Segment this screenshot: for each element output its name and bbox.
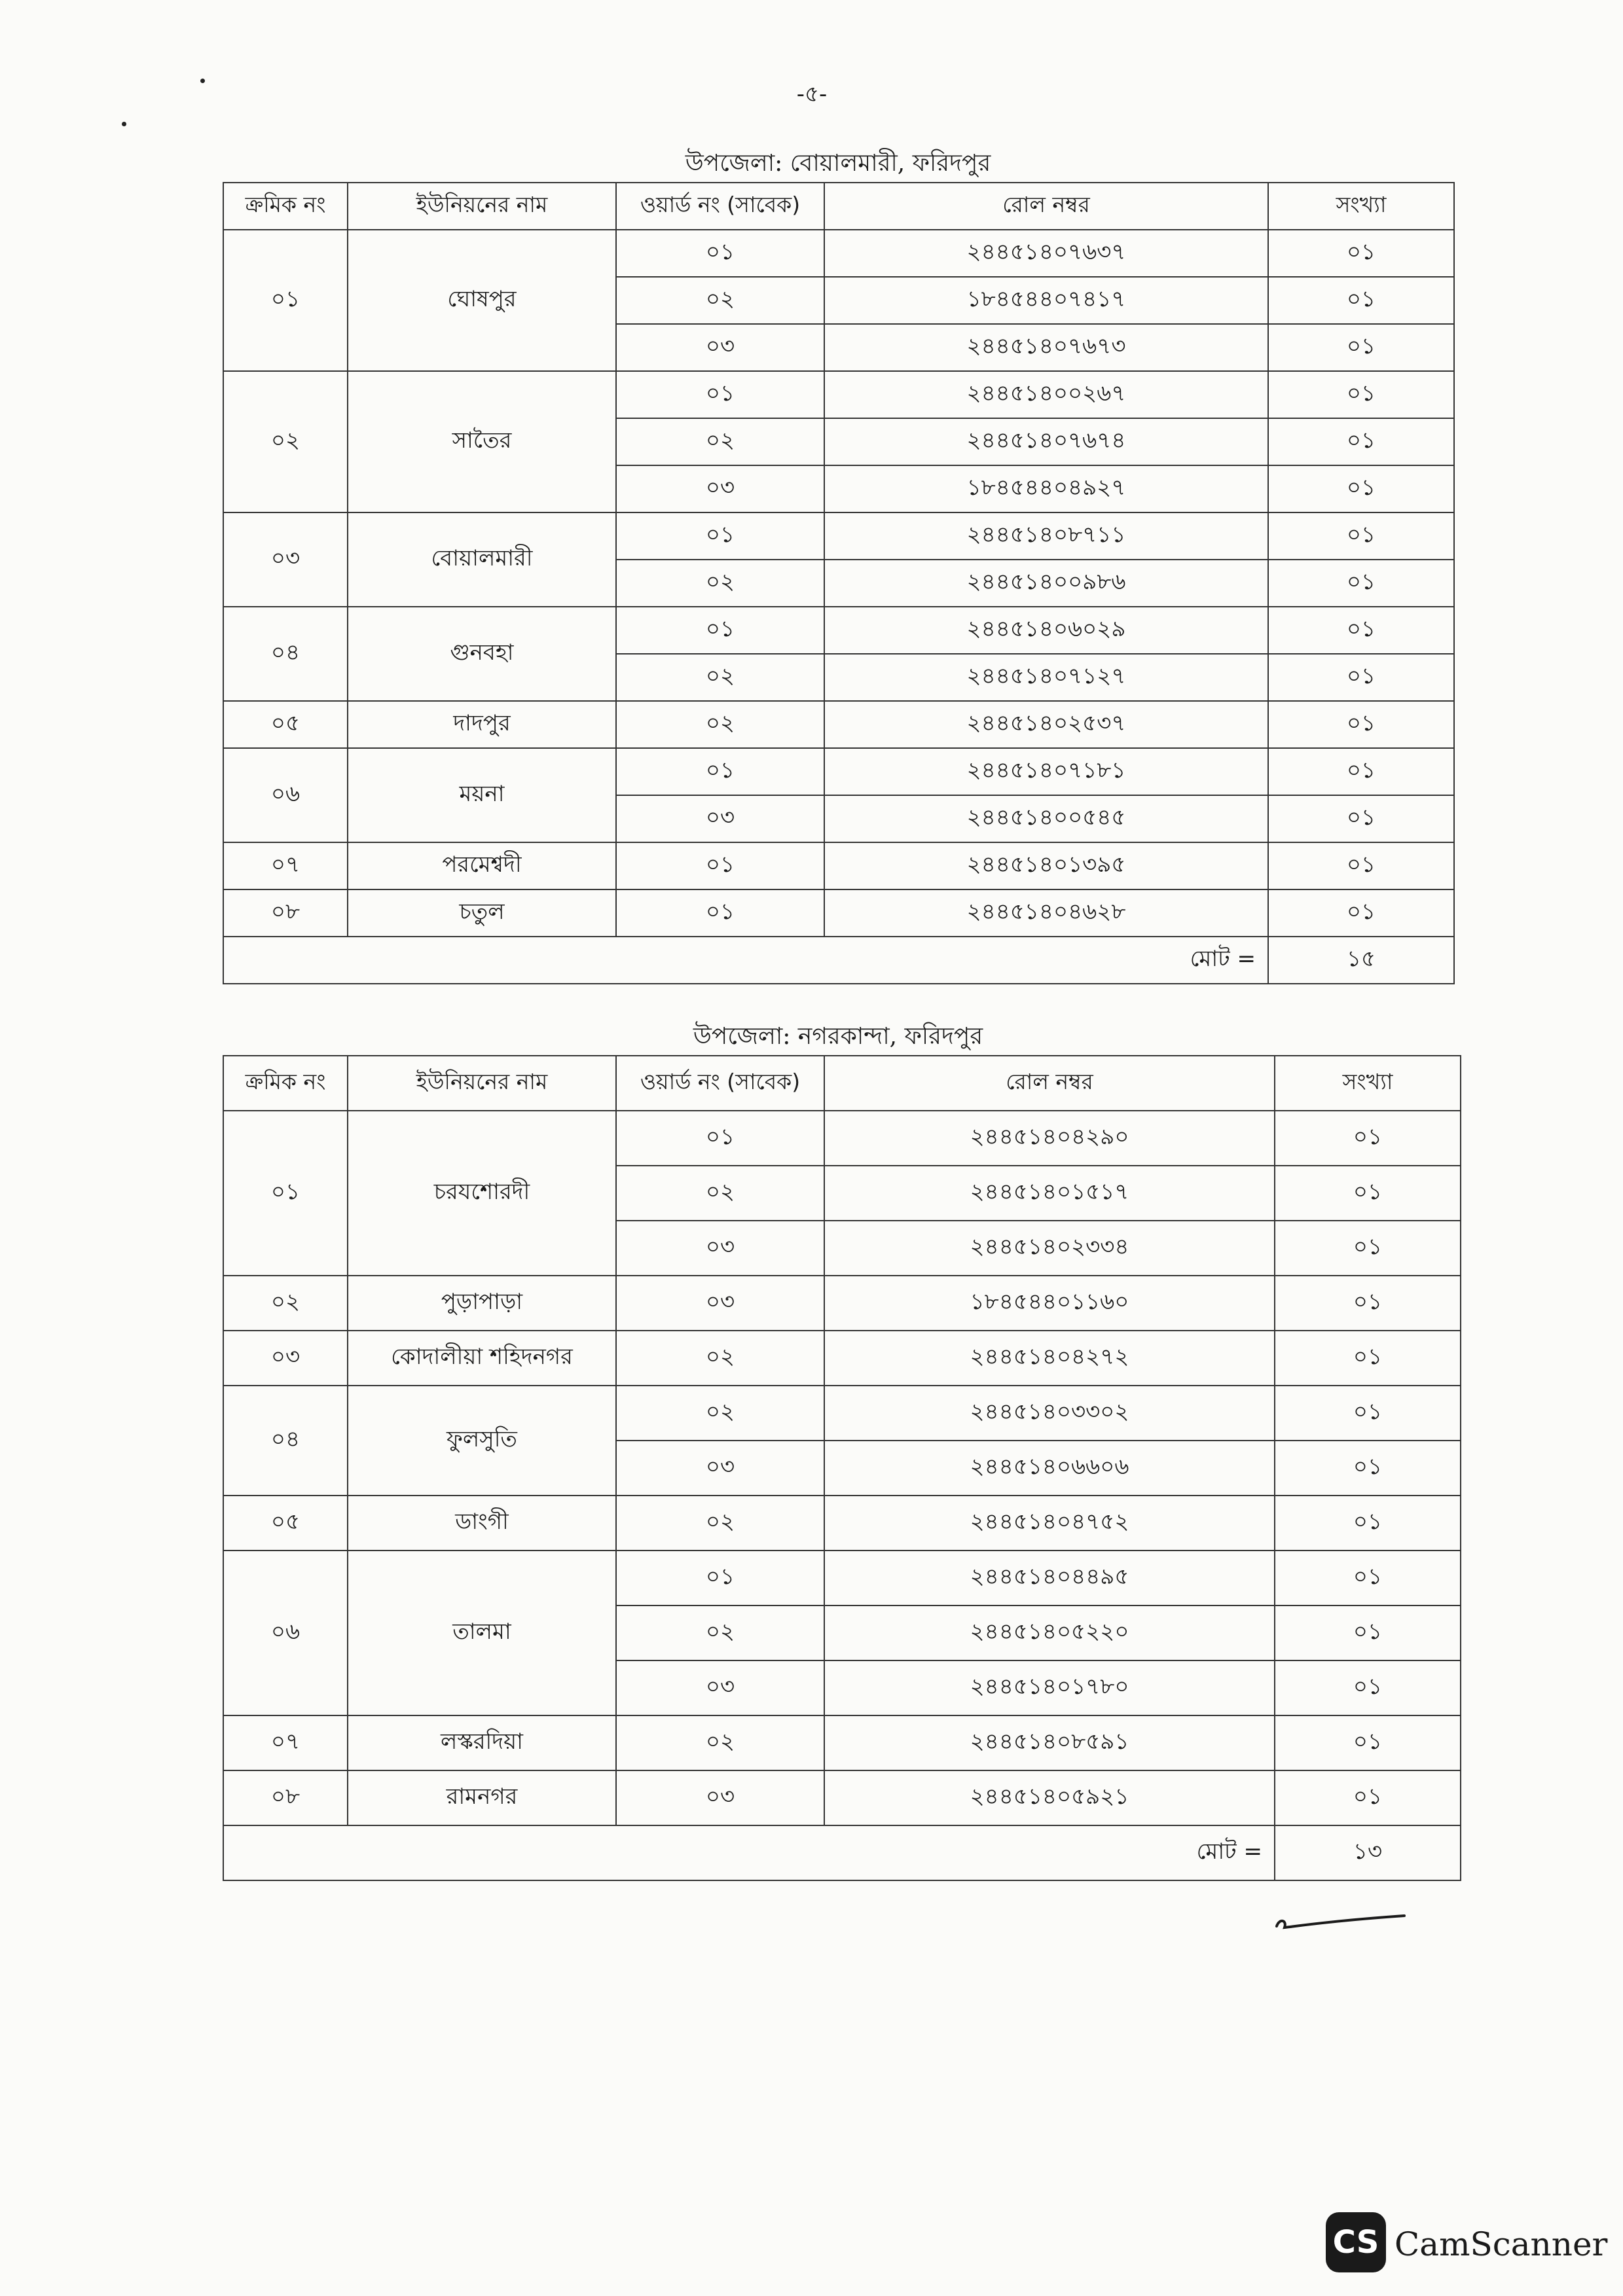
header-count: সংখ্যা: [1275, 1056, 1461, 1111]
camscanner-logo-icon: CS: [1326, 2212, 1386, 2272]
table-row: [223, 1770, 1461, 1825]
roll-cell: ২৪৪৫১৪০৭৬৭৪: [824, 418, 1268, 465]
header-count: সংখ্যা: [1268, 183, 1454, 230]
ward-cell: ০২: [616, 1166, 824, 1221]
count-cell: ০১: [1268, 371, 1454, 418]
count-cell: ০১: [1268, 795, 1454, 842]
serial-cell: ০৭: [223, 1715, 348, 1770]
camscanner-label: CamScanner: [1395, 2225, 1608, 2263]
roll-cell: ২৪৪৫১৪০৪৪৯৫: [824, 1551, 1275, 1605]
ward-cell: ০৩: [616, 1441, 824, 1496]
total-value: ১৩: [1275, 1825, 1461, 1880]
roll-cell: ২৪৪৫১৪০২৫৩৭: [824, 701, 1268, 748]
serial-cell: ০৪: [223, 607, 348, 701]
union-name-cell: ফুলসুতি: [348, 1386, 616, 1496]
table-row: [223, 701, 1454, 748]
ward-cell: ০৩: [616, 465, 824, 512]
total-row: [223, 937, 1454, 984]
union-name-cell: ময়না: [348, 748, 616, 842]
roll-cell: ২৪৪৫১৪০০২৬৭: [824, 371, 1268, 418]
table-row: [223, 230, 1454, 277]
ward-cell: ০৩: [616, 1660, 824, 1715]
roll-cell: ১৮৪৫৪৪০৭৪১৭: [824, 277, 1268, 324]
ward-cell: ০৩: [616, 324, 824, 371]
table-row: [223, 748, 1454, 795]
ward-cell: ০৩: [616, 1221, 824, 1276]
ward-cell: ০৩: [616, 1770, 824, 1825]
scan-speck: [200, 79, 205, 83]
header-ward-no: ওয়ার্ড নং (সাবেক): [616, 183, 824, 230]
ward-cell: ০১: [616, 371, 824, 418]
union-name-cell: সাতৈর: [348, 371, 616, 512]
roll-cell: ২৪৪৫১৪০১৭৮০: [824, 1660, 1275, 1715]
count-cell: ০১: [1275, 1715, 1461, 1770]
count-cell: ০১: [1275, 1605, 1461, 1660]
roll-table-nagarkanda: [223, 1055, 1461, 1881]
header-roll-no: রোল নম্বর: [824, 183, 1268, 230]
serial-cell: ০২: [223, 371, 348, 512]
serial-cell: ০৮: [223, 889, 348, 937]
table-row: [223, 607, 1454, 654]
count-cell: ০১: [1268, 418, 1454, 465]
table-row: [223, 842, 1454, 889]
ward-cell: ০২: [616, 1715, 824, 1770]
roll-cell: ১৮৪৫৪৪০৪৯২৭: [824, 465, 1268, 512]
ward-cell: ০২: [616, 1605, 824, 1660]
ward-cell: ০১: [616, 1111, 824, 1166]
count-cell: ০১: [1268, 748, 1454, 795]
total-label: মোট =: [223, 937, 1268, 984]
count-cell: ০১: [1268, 230, 1454, 277]
count-cell: ০১: [1268, 842, 1454, 889]
count-cell: ০১: [1275, 1221, 1461, 1276]
scan-speck: [122, 122, 126, 126]
roll-cell: ২৪৪৫১৪০৪২৭২: [824, 1331, 1275, 1386]
roll-cell: ১৮৪৫৪৪০১১৬০: [824, 1276, 1275, 1331]
union-name-cell: দাদপুর: [348, 701, 616, 748]
union-name-cell: বোয়ালমারী: [348, 512, 616, 607]
count-cell: ০১: [1268, 654, 1454, 701]
ward-cell: ০১: [616, 230, 824, 277]
roll-cell: ২৪৪৫১৪০৭৬৭৩: [824, 324, 1268, 371]
count-cell: ০১: [1268, 607, 1454, 654]
serial-cell: ০৮: [223, 1770, 348, 1825]
union-name-cell: লস্করদিয়া: [348, 1715, 616, 1770]
roll-cell: ২৪৪৫১৪০৪২৯০: [824, 1111, 1275, 1166]
count-cell: ০১: [1275, 1496, 1461, 1551]
ward-cell: ০৩: [616, 795, 824, 842]
serial-cell: ০৭: [223, 842, 348, 889]
union-name-cell: পুড়াপাড়া: [348, 1276, 616, 1331]
union-name-cell: তালমা: [348, 1551, 616, 1715]
count-cell: ০১: [1275, 1386, 1461, 1441]
serial-cell: ০১: [223, 230, 348, 371]
count-cell: ০১: [1268, 465, 1454, 512]
union-name-cell: পরমেশ্বদী: [348, 842, 616, 889]
union-name-cell: রামনগর: [348, 1770, 616, 1825]
roll-cell: ২৪৪৫১৪০০৯৮৬: [824, 560, 1268, 607]
section-title-nagarkanda: উপজেলা: নগরকান্দা, ফরিদপুর: [693, 1023, 983, 1050]
count-cell: ০১: [1268, 324, 1454, 371]
roll-cell: ২৪৪৫১৪০০৫৪৫: [824, 795, 1268, 842]
total-value: ১৫: [1268, 937, 1454, 984]
table-row: [223, 1331, 1461, 1386]
page-number: -৫-: [796, 81, 828, 107]
union-name-cell: চরযশোরদী: [348, 1111, 616, 1276]
union-name-cell: চতুল: [348, 889, 616, 937]
roll-cell: ২৪৪৫১৪০৭১৮১: [824, 748, 1268, 795]
count-cell: ০১: [1268, 512, 1454, 560]
union-name-cell: ডাংগী: [348, 1496, 616, 1551]
table-row: [223, 1551, 1461, 1605]
table-row: [223, 889, 1454, 937]
ward-cell: ০১: [616, 1551, 824, 1605]
ward-cell: ০১: [616, 512, 824, 560]
serial-cell: ০৪: [223, 1386, 348, 1496]
count-cell: ০১: [1275, 1770, 1461, 1825]
roll-cell: ২৪৪৫১৪০৬৬০৬: [824, 1441, 1275, 1496]
ward-cell: ০২: [616, 1496, 824, 1551]
ward-cell: ০২: [616, 560, 824, 607]
ward-cell: ০৩: [616, 1276, 824, 1331]
roll-cell: ২৪৪৫১৪০৪৬২৮: [824, 889, 1268, 937]
roll-cell: ২৪৪৫১৪০৭৬৩৭: [824, 230, 1268, 277]
roll-cell: ২৪৪৫১৪০৭১২৭: [824, 654, 1268, 701]
table-row: [223, 1111, 1461, 1166]
total-row: [223, 1825, 1461, 1880]
roll-cell: ২৪৪৫১৪০৮৫৯১: [824, 1715, 1275, 1770]
roll-cell: ২৪৪৫১৪০৬০২৯: [824, 607, 1268, 654]
union-name-cell: গুনবহা: [348, 607, 616, 701]
count-cell: ০১: [1268, 560, 1454, 607]
table-row: [223, 1715, 1461, 1770]
header-serial: ক্রমিক নং: [223, 183, 348, 230]
union-name-cell: কোদালীয়া শহিদনগর: [348, 1331, 616, 1386]
roll-cell: ২৪৪৫১৪০৪৭৫২: [824, 1496, 1275, 1551]
count-cell: ০১: [1275, 1331, 1461, 1386]
total-label: মোট =: [223, 1825, 1275, 1880]
serial-cell: ০৩: [223, 1331, 348, 1386]
table-row: [223, 512, 1454, 560]
serial-cell: ০৫: [223, 1496, 348, 1551]
count-cell: ০১: [1268, 277, 1454, 324]
ward-cell: ০২: [616, 1331, 824, 1386]
roll-cell: ২৪৪৫১৪০৫২২০: [824, 1605, 1275, 1660]
signature-mark: [1270, 1901, 1414, 1941]
roll-cell: ২৪৪৫১৪০২৩৩৪: [824, 1221, 1275, 1276]
table-row: [223, 371, 1454, 418]
ward-cell: ০২: [616, 701, 824, 748]
ward-cell: ০১: [616, 842, 824, 889]
roll-cell: ২৪৪৫১৪০৮৭১১: [824, 512, 1268, 560]
count-cell: ০১: [1268, 701, 1454, 748]
serial-cell: ০৫: [223, 701, 348, 748]
serial-cell: ০৬: [223, 1551, 348, 1715]
ward-cell: ০১: [616, 607, 824, 654]
count-cell: ০১: [1275, 1166, 1461, 1221]
serial-cell: ০৬: [223, 748, 348, 842]
count-cell: ০১: [1275, 1276, 1461, 1331]
count-cell: ০১: [1275, 1660, 1461, 1715]
table-row: [223, 1276, 1461, 1331]
count-cell: ০১: [1275, 1111, 1461, 1166]
ward-cell: ০২: [616, 277, 824, 324]
header-serial: ক্রমিক নং: [223, 1056, 348, 1111]
roll-cell: ২৪৪৫১৪০৫৯২১: [824, 1770, 1275, 1825]
section-title-boalmari: উপজেলা: বোয়ালমারী, ফরিদপুর: [685, 150, 991, 177]
roll-cell: ২৪৪৫১৪০৩৩০২: [824, 1386, 1275, 1441]
roll-cell: ২৪৪৫১৪০১৫১৭: [824, 1166, 1275, 1221]
ward-cell: ০১: [616, 889, 824, 937]
ward-cell: ০২: [616, 1386, 824, 1441]
roll-table-boalmari: [223, 182, 1455, 984]
ward-cell: ০২: [616, 418, 824, 465]
table-row: [223, 1496, 1461, 1551]
ward-cell: ০১: [616, 748, 824, 795]
serial-cell: ০১: [223, 1111, 348, 1276]
union-name-cell: ঘোষপুর: [348, 230, 616, 371]
header-roll-no: রোল নম্বর: [824, 1056, 1275, 1111]
serial-cell: ০২: [223, 1276, 348, 1331]
table-row: [223, 1386, 1461, 1441]
roll-cell: ২৪৪৫১৪০১৩৯৫: [824, 842, 1268, 889]
header-union-name: ইউনিয়নের নাম: [348, 1056, 616, 1111]
ward-cell: ০২: [616, 654, 824, 701]
header-union-name: ইউনিয়নের নাম: [348, 183, 616, 230]
table-header-row: [223, 183, 1454, 230]
count-cell: ০১: [1275, 1441, 1461, 1496]
serial-cell: ০৩: [223, 512, 348, 607]
table-header-row: [223, 1056, 1461, 1111]
count-cell: ০১: [1268, 889, 1454, 937]
count-cell: ০১: [1275, 1551, 1461, 1605]
header-ward-no: ওয়ার্ড নং (সাবেক): [616, 1056, 824, 1111]
